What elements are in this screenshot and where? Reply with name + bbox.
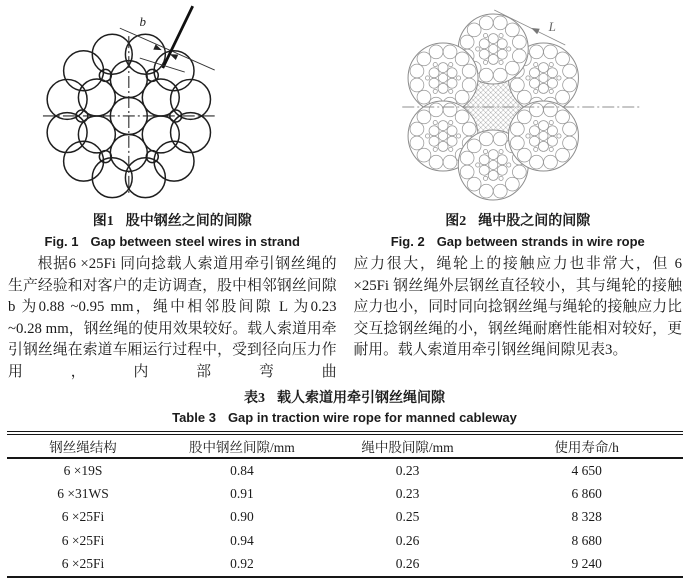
figure1-number-zh: 图1 [92,214,114,229]
table-cell: 0.90 [230,509,254,525]
table-header-cell: 使用寿命/h [554,440,619,455]
wire-circle [47,79,87,119]
wire-rope-gap-table [7,431,683,578]
table-cell: 6 ×19S [63,462,103,478]
figure2-caption-en [353,234,684,249]
wire-circle [92,34,132,74]
table-row [7,482,683,505]
table-cell: 6 860 [571,486,602,502]
table-number-en: Table 3 [172,410,216,425]
figure1-caption-en [7,234,338,249]
figure2-caption-zh [353,210,684,230]
figure2-title-zh: 绳中股之间的间隙 [478,214,591,229]
wire-circle [47,113,87,153]
dimension-label-b: b [139,14,147,30]
body-paragraph-right: 应力很大，绳轮上的接触应力也非常大，但 6 ×25Fi 钢丝绳外层钢丝直径较小，其与绳轮的接触应力也小，同时同向捻钢丝绳与绳轮的接触应力比交互捻钢丝绳的小，钢丝绳耐磨性能相对较好，更耐用。载人索道用牵引钢丝绳间隙见表3。 [353,256,682,358]
table-cell: 0.26 [395,532,420,548]
table-cell: 0.92 [230,556,254,572]
dimension-label-L: L [548,19,556,34]
table-cell: 8 680 [571,532,602,548]
figure1-number-en: Fig. 1 [44,234,79,249]
figure1-title-en: Gap between steel wires in strand [90,234,300,249]
table-cell: 0.23 [395,462,420,478]
table-title-zh: 载人索道用牵引钢丝绳间隙 [277,391,445,406]
arrowhead [170,54,178,60]
table-body [7,459,683,576]
table-cell: 0.23 [395,486,420,502]
table-header-cell: 绳中股间隙/mm [361,440,454,455]
figure2-number-en: Fig. 2 [390,234,425,249]
figure1-title-zh: 股中钢丝之间的间隙 [125,214,252,229]
table-caption-zh [0,387,689,407]
table-header-cell: 股中钢丝间隙/mm [189,440,295,455]
dimension-line-b [120,28,215,70]
table-cell: 0.91 [230,486,254,502]
table-row [7,459,683,482]
figure1-caption-zh [7,210,338,230]
table-cell: 6 ×25Fi [61,532,105,548]
figure2-title-en: Gap between strands in wire rope [436,234,645,249]
table-row [7,529,683,552]
pointer-line [140,58,185,72]
figure2-number-zh: 图2 [445,214,467,229]
table-row [7,506,683,529]
arrowhead [531,28,540,34]
table-number-zh: 表3 [244,391,265,406]
table-header-cell: 钢丝绳结构 [49,440,117,455]
wire-circle [125,34,165,74]
table-cell: 0.94 [230,532,254,548]
table-header-row [7,435,683,459]
table-row [7,553,683,576]
table-cell: 0.26 [395,556,420,572]
rope-diagram [353,0,684,208]
body-paragraph-left: 根据6 ×25Fi 同向捻载人索道用牵引钢丝绳的生产经验和对客户的走访调查，股中相邻钢丝间隙 b 为0.88 ~0.95 mm，绳中相邻股间隙 L 为0.23 ~0.28 mm，钢丝绳的使用效果较好。载人索道用牵引钢丝绳在索道车厢运行过程中，受到径向压力作用，内部弯曲 [8,256,337,380]
figure2-rope-cross-section [353,0,684,208]
figure1-strand-cross-section [7,0,338,208]
table-cell: 6 ×25Fi [61,556,105,572]
table-cell: 0.84 [230,462,254,478]
table-cell: 4 650 [571,462,602,478]
strand-diagram [7,0,338,208]
table-cell: 6 ×25Fi [61,509,105,525]
right-column [353,0,684,383]
table-caption-en [0,410,689,425]
wire-circle [171,113,211,153]
table-cell: 9 240 [571,556,602,572]
table-title-en: Gap in traction wire rope for manned cableway [227,410,517,425]
table-cell: 6 ×31WS [57,486,109,502]
wire-circle [92,158,132,198]
wire-circle [171,79,211,119]
wire-circle [125,158,165,198]
table-cell: 8 328 [571,509,602,525]
table-cell: 0.25 [395,509,420,525]
left-column [7,0,338,383]
